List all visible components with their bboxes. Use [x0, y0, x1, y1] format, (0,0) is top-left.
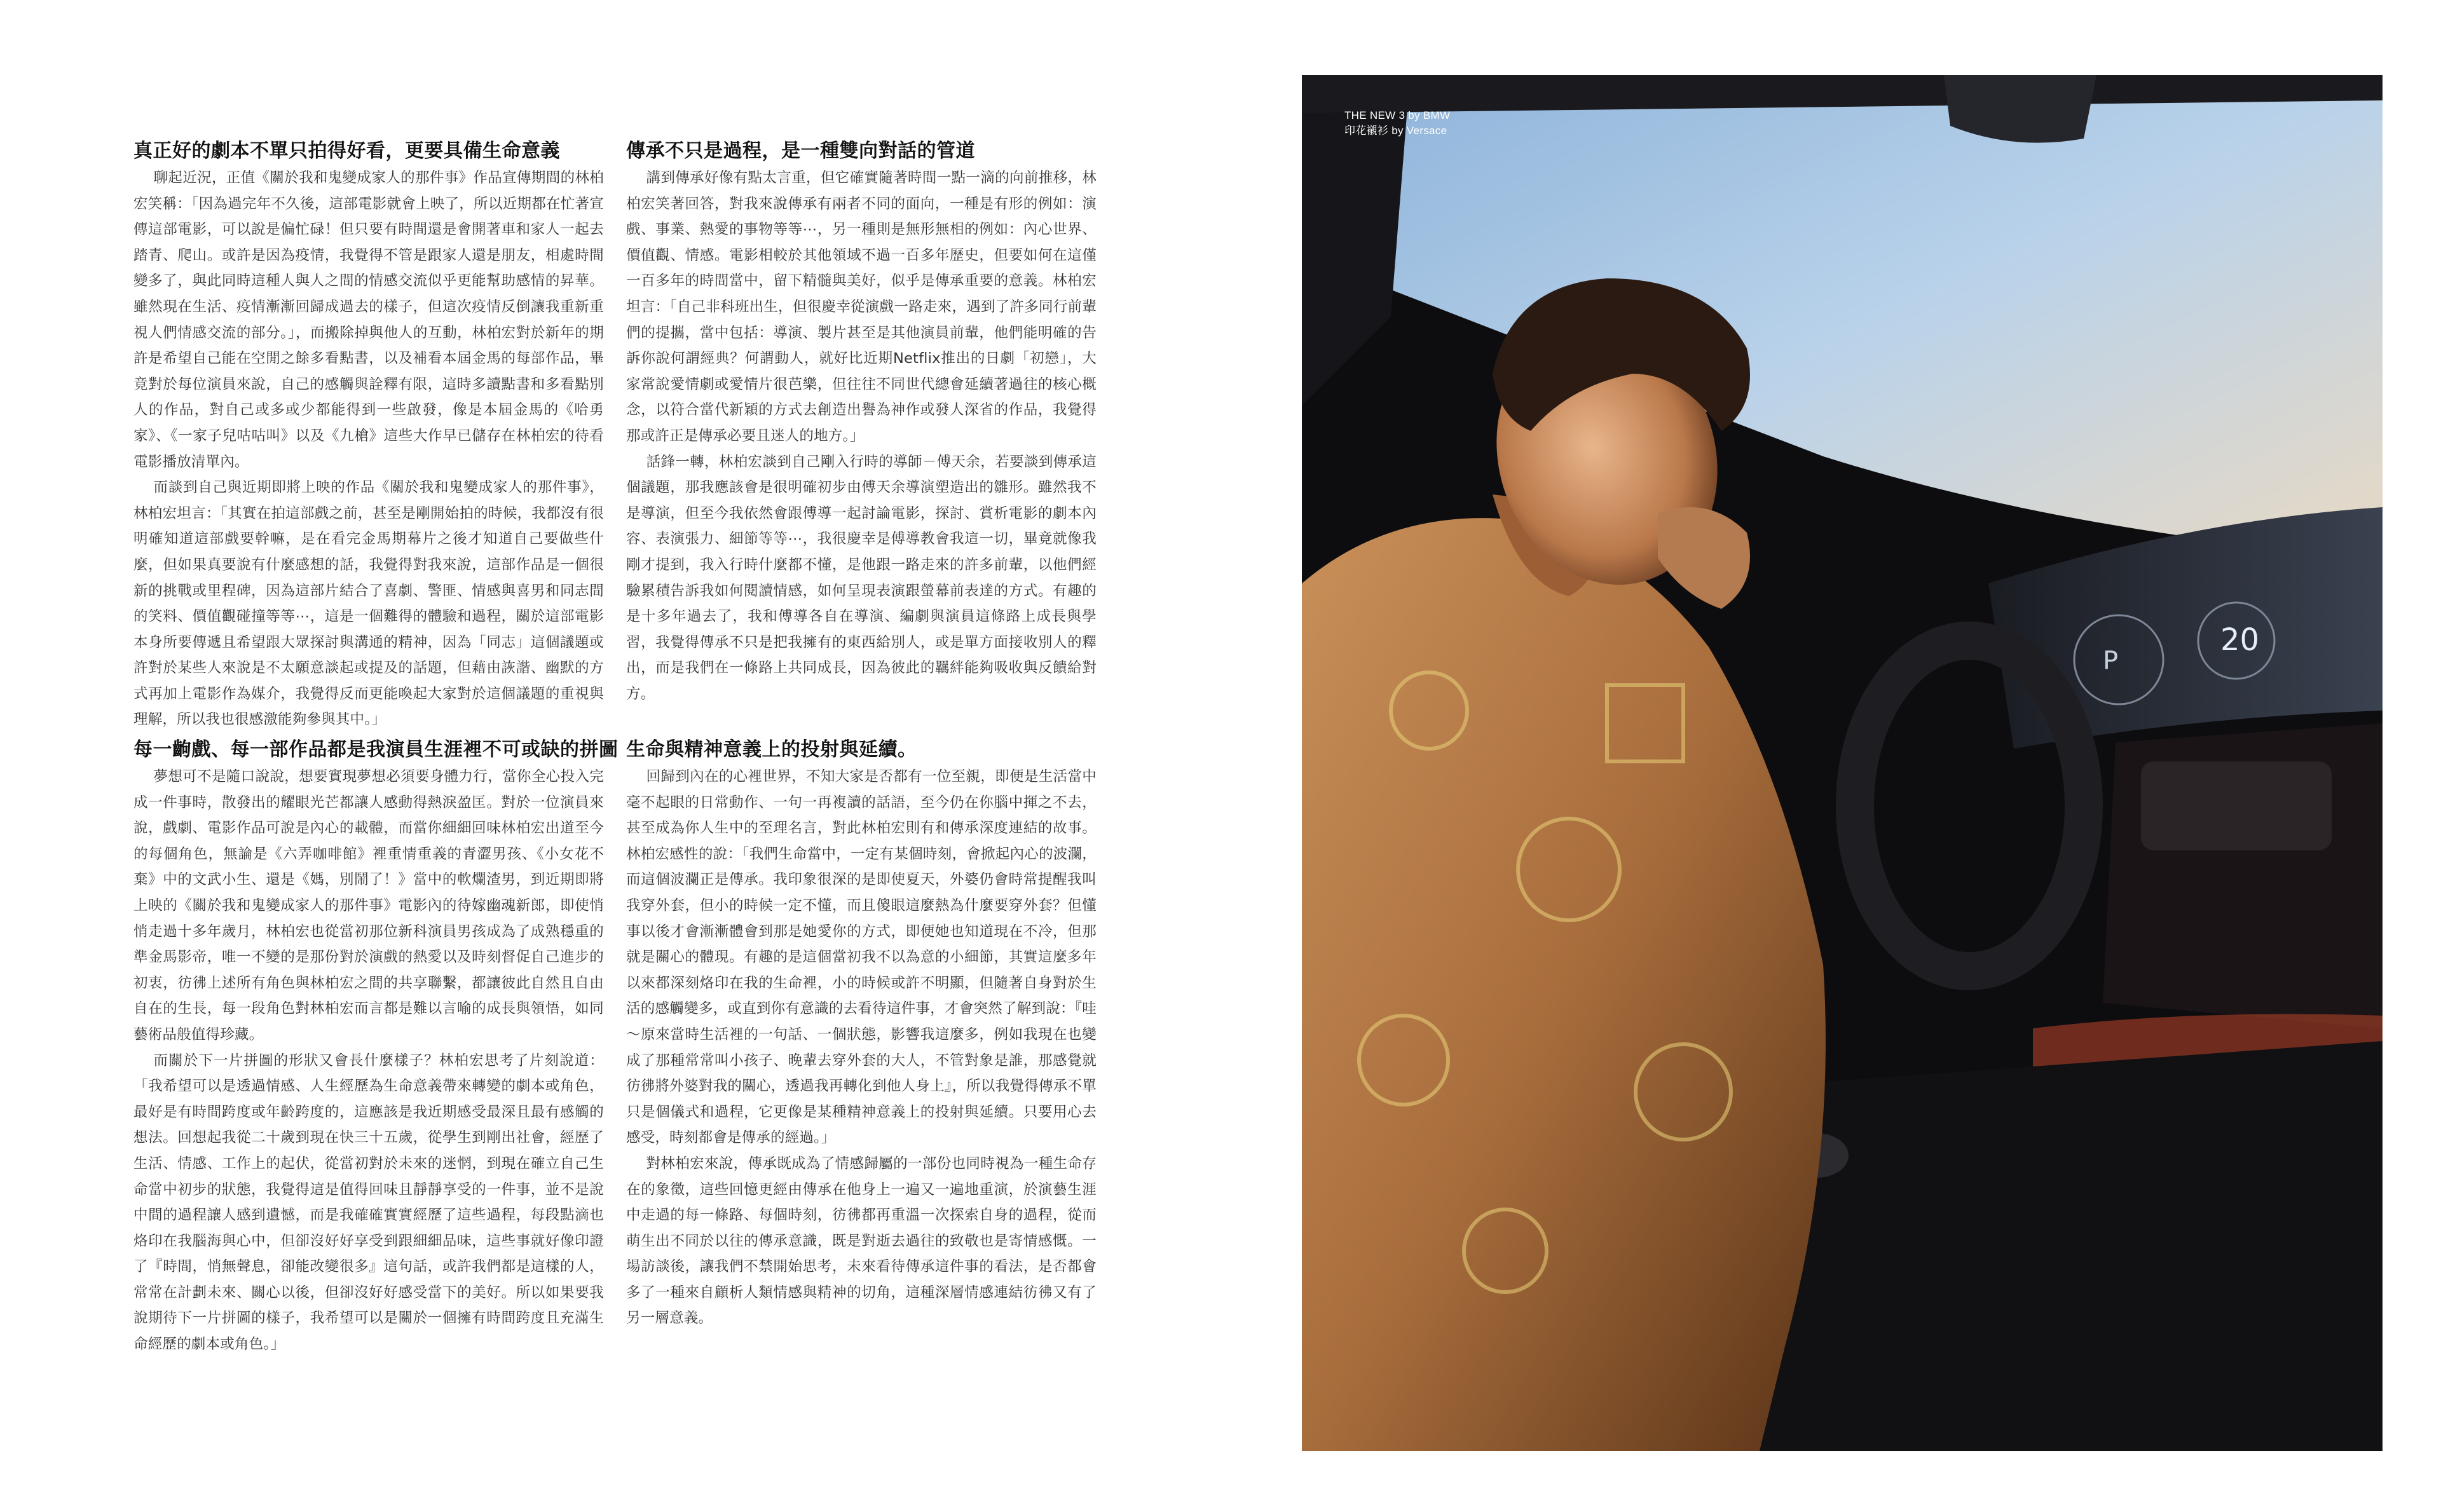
dash-readout: 20 [2220, 622, 2260, 658]
section-heading: 真正好的劇本不單只拍得好看，更要具備生命意義 [133, 140, 560, 162]
photo-credit [1344, 108, 1450, 139]
section-heading: 生命與精神意義上的投射與延續。 [626, 739, 917, 761]
paragraph: 回歸到內在的心裡世界，不知大家是否都有一位至親，即便是生活當中毫不起眼的日常動作、一句一再複讀的話語，至今仍在你腦中揮之不去，甚至成為你人生中的至理名言，對此林柏宏則有和傳承深度連結的故事。林柏宏感性的說：「我們生命當中，一定有某個時刻，會掀起內心的波瀾，而這個波瀾正是傳承。我印象很深的是即使夏天，外婆仍會時常提醒我叫我穿外套，但小的時候一定不懂，而且傻眼這麼熱為什麼要穿外套？但懂事以後才會漸漸體會到那是她愛你的方式，即便她也知道現在不冷，但那就是關心的體現。有趣的是這個當初我不以為意的小細節，其實這麼多年以來都深刻烙印在我的生命裡，小的時候或許不明顯，但隨著自身對於生活的感觸變多，或直到你有意識的去看待這件事，才會突然了解到說：『哇～原來當時生活裡的一句話、一個狀態，影響我這麼多，例如我現在也變成了那種常常叫小孩子、晚輩去穿外套的大人，不管對象是誰，那感覺就彷彿將外婆對我的關心，透過我再轉化到他人身上』，所以我覺得傳承不單只是個儀式和過程，它更像是某種精神意義上的投射與延續。只要用心去感受，時刻都會是傳承的經過。」 [626, 768, 1097, 1147]
paragraph: 對林柏宏來說，傳承既成為了情感歸屬的一部份也同時視為一種生命存在的象徵，這些回憶更經由傳承在他身上一遍又一遍地重演，於演藝生涯中走過的每一條路、每個時刻，彷彿都再重溫一次探索自身的過程，從而萌生出不同於以往的傳承意識，既是對逝去過往的致敬也是寄情感慨。一場訪談後，讓我們不禁開始思考，未來看待傳承這件事的看法，是否都會多了一種來自顧析人類情感與精神的切角，這種深層情感連結彷彿又有了另一層意義。 [626, 1155, 1097, 1327]
paragraph: 講到傳承好像有點太言重，但它確實隨著時間一點一滴的向前推移，林柏宏笑著回答，對我來說傳承有兩者不同的面向，一種是有形的例如：演戲、事業、熱愛的事物等等⋯，另一種則是無形無相的例如：內心世界、價值觀、情感。電影相較於其他領域不過一百多年歷史，但要如何在這僅一百多年的時間當中，留下精髓與美好，似乎是傳承重要的意義。林柏宏坦言：「自己非科班出生，但很慶幸從演戲一路走來，遇到了許多同行前輩們的提攜，當中包括：導演、製片甚至是其他演員前輩，他們能明確的告訴你說何謂經典？何謂動人，就好比近期Netflix推出的日劇「初戀」，大家常說愛情劇或愛情片很芭樂，但往往不同世代總會延續著過往的核心概念，以符合當代新穎的方式去創造出譽為神作或發人深省的作品，我覺得那或許正是傳承必要且迷人的地方。」 [626, 170, 1097, 444]
paragraph: 而談到自己與近期即將上映的作品《關於我和鬼變成家人的那件事》，林柏宏坦言：「其實在拍這部戲之前，甚至是剛開始拍的時候，我都沒有很明確知道這部戲要幹嘛，是在看完金馬期幕片之後才知道自己要做些什麼，但如果真要說有什麼感想的話，我覺得對我來說，這部作品是一個很新的挑戰或里程碑，因為這部片結合了喜劇、警匪、情感與喜男和同志間的笑料、價值觀碰撞等等⋯，這是一個難得的體驗和過程，關於這部電影本身所要傳遞且希望跟大眾探討與溝通的精神，因為「同志」這個議題或許對於某些人來說是不太願意談起或提及的話題，但藉由詼諧、幽默的方式再加上電影作為媒介，我覺得反而更能喚起大家對於這個議題的重視與理解，所以我也很感激能夠參與其中。」 [133, 479, 604, 728]
car-interior-photo [1302, 75, 2383, 1451]
article-section-3 [626, 139, 1097, 707]
section-heading: 每一齣戲、每一部作品都是我演員生涯裡不可或缺的拼圖 [133, 739, 619, 761]
air-vent [2141, 761, 2332, 850]
credit-shirt: 印花襯衫 by Versace [1344, 125, 1447, 137]
article-section-1 [133, 139, 604, 733]
paragraph: 而關於下一片拼圖的形狀又會長什麼樣子？林柏宏思考了片刻說道：「我希望可以是透過情感、人生經歷為生命意義帶來轉變的劇本或角色，最好是有時間跨度或年齡跨度的，這應該是我近期感受最深且最有感觸的想法。回想起我從二十歲到現在快三十五歲，從學生到剛出社會，經歷了生活、情感、工作上的起伏，從當初對於未來的迷惘，到現在確立自己生命當中初步的狀態，我覺得這是值得回味且靜靜享受的一件事，並不是說中間的過程讓人感到遺憾，而是我確確實實經歷了這些過程，每段點滴也烙印在我腦海與心中，但卻沒好好享受到跟細細品味，這些事就好像印證了『時間，悄無聲息，卻能改變很多』這句話，或許我們都是這樣的人，常常在計劃未來、關心以後，但卻沒好好感受當下的美好。所以如果要我說期待下一片拼圖的樣子，我希望可以是關於一個擁有時間跨度且充滿生命經歷的劇本或角色。」 [133, 1052, 604, 1353]
paragraph: 夢想可不是隨口說說，想要實現夢想必須要身體力行，當你全心投入完成一件事時，散發出的耀眼光芒都讓人感動得熱淚盈匡。對於一位演員來說，戲劇、電影作品可說是內心的載體，而當你細細回味林柏宏出道至今的每個角色，無論是《六弄咖啡館》裡重情重義的青澀男孩、《小女花不棄》中的文武小生、還是《媽，別鬧了！》當中的軟爛渣男，到近期即將上映的《關於我和鬼變成家人的那件事》電影內的待嫁幽魂新郎，即使悄悄走過十多年歲月，林柏宏也從當初那位新科演員男孩成為了成熟穩重的準金馬影帝，唯一不變的是那份對於演戲的熱愛以及時刻督促自己進步的初衷，彷彿上述所有角色與林柏宏之間的共享聯繫，都讓彼此自然且自由自在的生長，每一段角色對林柏宏而言都是難以言喻的成長與領悟，如同藝術品般值得珍藏。 [133, 768, 604, 1043]
credit-car: THE NEW 3 by BMW [1344, 109, 1451, 121]
paragraph: 聊起近況，正值《關於我和鬼變成家人的那件事》作品宣傳期間的林柏宏笑稱：「因為過完年不久後，這部電影就會上映了，所以近期都在忙著宣傳這部電影，可以說是偏忙碌！但只要有時間還是會開著車和家人一起去踏青、爬山。或許是因為疫情，我覺得不管是跟家人還是朋友，相處時間變多了，與此同時這種人與人之間的情感交流似乎更能幫助感情的昇華。雖然現在生活、疫情漸漸回歸成過去的樣子，但這次疫情反倒讓我重新重視人們情感交流的部分。」，而搬除掉與他人的互動，林柏宏對於新年的期許是希望自己能在空閒之餘多看點書，以及補看本屆金馬的每部作品，畢竟對於每位演員來說，自己的感觸與詮釋有限，這時多讀點書和多看點別人的作品，對自己或多或少都能得到一些啟發，像是本屆金馬的《哈勇家》、《一家子兒咕咕叫》以及《九槍》這些大作早已儲存在林柏宏的待看電影播放清單內。 [133, 170, 604, 470]
article-section-2 [133, 737, 619, 1358]
section-heading: 傳承不只是過程，是一種雙向對話的管道 [626, 140, 975, 162]
article-section-4 [626, 737, 1097, 1332]
gear-indicator: P [2103, 646, 2119, 676]
portrait-photo [1302, 75, 2383, 1451]
paragraph: 話鋒一轉，林柏宏談到自己剛入行時的導師－傅天余，若要談到傳承這個議題，那我應該會是很明確初步由傅天余導演塑造出的雛形。雖然我不是導演，但至今我依然會跟傅導一起討論電影，探討、賞析電影的劇本內容、表演張力、細節等等⋯，我很慶幸是傅導教會我這一切，畢竟就像我剛才提到，我入行時什麼都不懂，是他跟一路走來的許多前輩，以他們經驗累積告訴我如何閱讀情感，如何呈現表演跟螢幕前表達的方式。有趣的是十多年過去了，我和傅導各自在導演、編劇與演員這條路上成長與學習，我覺得傳承不只是把我擁有的東西給別人，或是單方面接收別人的釋出，而是我們在一條路上共同成長，因為彼此的羈絆能夠吸收與反饋給對方。 [626, 453, 1097, 702]
